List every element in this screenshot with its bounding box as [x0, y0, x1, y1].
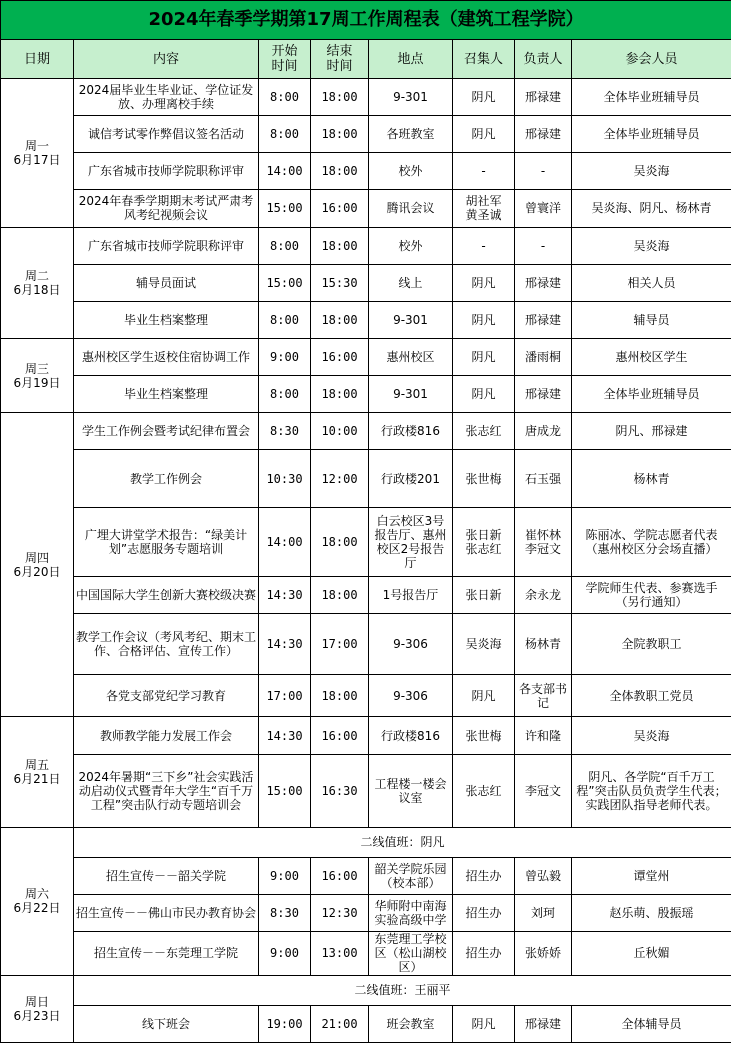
cell-convener: 张世梅 — [453, 717, 515, 754]
cell-attendees: 赵乐萌、殷振瑶 — [572, 895, 731, 932]
cell-attendees: 全院教职工 — [572, 614, 731, 675]
cell-attendees: 吴炎海 — [572, 227, 731, 264]
cell-convener: - — [453, 153, 515, 190]
cell-attendees: 阴凡、邢禄建 — [572, 413, 731, 450]
cell-content: 2024年暑期“三下乡”社会实践活动启动仪式暨青年大学生“百千万工程”突击队行动专题培训会 — [74, 754, 259, 827]
cell-leader: - — [515, 153, 572, 190]
header-content: 内容 — [74, 40, 259, 79]
cell-convener: 招生办 — [453, 895, 515, 932]
cell-place: 校外 — [369, 153, 453, 190]
cell-end-time: 12:00 — [311, 450, 369, 507]
cell-end-time: 18:00 — [311, 116, 369, 153]
table-row — [1, 754, 731, 827]
duty-row — [1, 975, 731, 1005]
cell-place: 白云校区3号报告厅、惠州校区2号报告厅 — [369, 507, 453, 576]
cell-leader: 邢禄建 — [515, 79, 572, 116]
cell-attendees: 全体辅导员 — [572, 1005, 731, 1042]
day-cell: 周四 6月20日 — [1, 413, 74, 717]
cell-convener: 张日新 — [453, 576, 515, 613]
cell-content: 教学工作会议（考风考纪、期末工作、合格评估、宣传工作） — [74, 614, 259, 675]
cell-end-time: 16:30 — [311, 754, 369, 827]
header-row — [1, 40, 731, 79]
cell-end-time: 18:00 — [311, 79, 369, 116]
cell-start-time: 14:00 — [259, 153, 311, 190]
table-row — [1, 895, 731, 932]
cell-leader: 邢禄建 — [515, 1005, 572, 1042]
cell-content: 广东省城市技师学院职称评审 — [74, 227, 259, 264]
cell-place: 行政楼816 — [369, 413, 453, 450]
table-row — [1, 153, 731, 190]
cell-place: 韶关学院乐园（校本部） — [369, 858, 453, 895]
header-convener: 召集人 — [453, 40, 515, 79]
cell-leader: 邢禄建 — [515, 116, 572, 153]
table-row — [1, 675, 731, 717]
cell-start-time: 14:30 — [259, 576, 311, 613]
cell-content: 学生工作例会暨考试纪律布置会 — [74, 413, 259, 450]
cell-leader: 张娇娇 — [515, 932, 572, 975]
cell-leader: 杨林青 — [515, 614, 572, 675]
cell-leader: 邢禄建 — [515, 301, 572, 338]
cell-content: 毕业生档案整理 — [74, 301, 259, 338]
cell-convener: 阴凡 — [453, 338, 515, 375]
cell-leader: 李冠文 — [515, 754, 572, 827]
cell-convener: 阴凡 — [453, 301, 515, 338]
cell-place: 惠州校区 — [369, 338, 453, 375]
cell-convener: 张日新 张志红 — [453, 507, 515, 576]
cell-content: 招生宣传－－佛山市民办教育协会 — [74, 895, 259, 932]
cell-place: 行政楼816 — [369, 717, 453, 754]
cell-content: 线下班会 — [74, 1005, 259, 1042]
cell-convener: 阴凡 — [453, 79, 515, 116]
cell-convener: 张世梅 — [453, 450, 515, 507]
cell-leader: 曾寰洋 — [515, 190, 572, 227]
cell-convener: 招生办 — [453, 858, 515, 895]
cell-place: 9-301 — [369, 376, 453, 413]
cell-start-time: 8:00 — [259, 376, 311, 413]
day-cell: 周五 6月21日 — [1, 717, 74, 827]
cell-start-time: 9:00 — [259, 858, 311, 895]
day-cell: 周三 6月19日 — [1, 338, 74, 412]
cell-attendees: 全体毕业班辅导员 — [572, 376, 731, 413]
table-row — [1, 190, 731, 227]
cell-attendees: 吴炎海、阴凡、杨林青 — [572, 190, 731, 227]
table-row — [1, 576, 731, 613]
cell-leader: - — [515, 227, 572, 264]
day-cell: 周六 6月22日 — [1, 827, 74, 975]
table-row — [1, 338, 731, 375]
schedule-body — [1, 79, 731, 1043]
cell-leader: 唐成龙 — [515, 413, 572, 450]
cell-convener: 招生办 — [453, 932, 515, 975]
cell-content: 诚信考试零作弊倡议签名活动 — [74, 116, 259, 153]
cell-content: 毕业生档案整理 — [74, 376, 259, 413]
cell-end-time: 18:00 — [311, 301, 369, 338]
cell-end-time: 21:00 — [311, 1005, 369, 1042]
cell-place: 校外 — [369, 227, 453, 264]
cell-convener: - — [453, 227, 515, 264]
table-row — [1, 376, 731, 413]
cell-start-time: 8:00 — [259, 301, 311, 338]
cell-content: 辅导员面试 — [74, 264, 259, 301]
cell-attendees: 阴凡、各学院“百千万工程”突击队员负责学生代表；实践团队指导老师代表。 — [572, 754, 731, 827]
cell-convener: 阴凡 — [453, 264, 515, 301]
cell-content: 教学工作例会 — [74, 450, 259, 507]
day-cell: 周二 6月18日 — [1, 227, 74, 338]
table-row — [1, 1005, 731, 1042]
cell-content: 2024届毕业生毕业证、学位证发放、办理离校手续 — [74, 79, 259, 116]
cell-place: 各班教室 — [369, 116, 453, 153]
cell-start-time: 8:00 — [259, 79, 311, 116]
table-row — [1, 507, 731, 576]
cell-end-time: 18:00 — [311, 153, 369, 190]
cell-end-time: 10:00 — [311, 413, 369, 450]
header-leader: 负责人 — [515, 40, 572, 79]
header-end-time: 结束 时间 — [311, 40, 369, 79]
cell-leader: 曾弘毅 — [515, 858, 572, 895]
cell-leader: 邢禄建 — [515, 264, 572, 301]
cell-end-time: 18:00 — [311, 675, 369, 717]
cell-attendees: 学院师生代表、参赛选手（另行通知） — [572, 576, 731, 613]
cell-place: 线上 — [369, 264, 453, 301]
cell-start-time: 10:30 — [259, 450, 311, 507]
day-cell: 周日 6月23日 — [1, 975, 74, 1043]
cell-leader: 余永龙 — [515, 576, 572, 613]
cell-place: 9-301 — [369, 301, 453, 338]
cell-start-time: 15:00 — [259, 264, 311, 301]
cell-convener: 胡社军 黄圣诚 — [453, 190, 515, 227]
cell-convener: 阴凡 — [453, 376, 515, 413]
duty-note: 二线值班：阴凡 — [74, 827, 731, 857]
cell-end-time: 18:00 — [311, 576, 369, 613]
table-row — [1, 717, 731, 754]
cell-attendees: 惠州校区学生 — [572, 338, 731, 375]
cell-start-time: 8:00 — [259, 227, 311, 264]
cell-end-time: 18:00 — [311, 507, 369, 576]
cell-place: 华师附中南海实验高级中学 — [369, 895, 453, 932]
cell-attendees: 丘秋媚 — [572, 932, 731, 975]
cell-start-time: 14:30 — [259, 614, 311, 675]
table-row — [1, 264, 731, 301]
cell-leader: 崔怀林 李冠文 — [515, 507, 572, 576]
cell-convener: 阴凡 — [453, 675, 515, 717]
header-place: 地点 — [369, 40, 453, 79]
cell-start-time: 9:00 — [259, 932, 311, 975]
cell-place: 1号报告厅 — [369, 576, 453, 613]
cell-place: 东莞理工学校区（松山湖校区） — [369, 932, 453, 975]
cell-leader: 邢禄建 — [515, 376, 572, 413]
cell-end-time: 17:00 — [311, 614, 369, 675]
cell-place: 工程楼一楼会议室 — [369, 754, 453, 827]
page-title: 2024年春季学期第17周工作周程表（建筑工程学院） — [1, 1, 731, 40]
cell-start-time: 15:00 — [259, 754, 311, 827]
cell-convener: 阴凡 — [453, 1005, 515, 1042]
cell-end-time: 18:00 — [311, 227, 369, 264]
table-row — [1, 116, 731, 153]
table-row — [1, 227, 731, 264]
cell-attendees: 谭堂州 — [572, 858, 731, 895]
cell-place: 腾讯会议 — [369, 190, 453, 227]
cell-end-time: 15:30 — [311, 264, 369, 301]
cell-end-time: 16:00 — [311, 190, 369, 227]
cell-start-time: 9:00 — [259, 338, 311, 375]
cell-end-time: 16:00 — [311, 717, 369, 754]
table-row — [1, 301, 731, 338]
cell-content: 惠州校区学生返校住宿协调工作 — [74, 338, 259, 375]
cell-convener: 张志红 — [453, 754, 515, 827]
cell-start-time: 19:00 — [259, 1005, 311, 1042]
cell-start-time: 8:30 — [259, 895, 311, 932]
cell-convener: 吴炎海 — [453, 614, 515, 675]
cell-start-time: 15:00 — [259, 190, 311, 227]
cell-convener: 阴凡 — [453, 116, 515, 153]
cell-content: 招生宣传－－韶关学院 — [74, 858, 259, 895]
table-row — [1, 932, 731, 975]
cell-content: 广东省城市技师学院职称评审 — [74, 153, 259, 190]
cell-leader: 许和隆 — [515, 717, 572, 754]
table-row — [1, 614, 731, 675]
duty-row — [1, 827, 731, 857]
cell-end-time: 16:00 — [311, 338, 369, 375]
table-row — [1, 413, 731, 450]
cell-attendees: 相关人员 — [572, 264, 731, 301]
cell-attendees: 辅导员 — [572, 301, 731, 338]
cell-attendees: 陈丽冰、学院志愿者代表（惠州校区分会场直播） — [572, 507, 731, 576]
cell-content: 教师教学能力发展工作会 — [74, 717, 259, 754]
cell-end-time: 16:00 — [311, 858, 369, 895]
cell-place: 9-306 — [369, 614, 453, 675]
cell-place: 行政楼201 — [369, 450, 453, 507]
table-row — [1, 450, 731, 507]
cell-end-time: 13:00 — [311, 932, 369, 975]
table-row — [1, 79, 731, 116]
cell-content: 各党支部党纪学习教育 — [74, 675, 259, 717]
cell-content: 广埋大讲堂学术报告：“绿美计划”志愿服务专题培训 — [74, 507, 259, 576]
cell-place: 9-301 — [369, 79, 453, 116]
cell-start-time: 17:00 — [259, 675, 311, 717]
cell-leader: 潘雨桐 — [515, 338, 572, 375]
cell-content: 招生宣传－－东莞理工学院 — [74, 932, 259, 975]
cell-start-time: 14:00 — [259, 507, 311, 576]
cell-content: 2024年春季学期期末考试严肃考风考纪视频会议 — [74, 190, 259, 227]
cell-end-time: 18:00 — [311, 376, 369, 413]
cell-attendees: 全体毕业班辅导员 — [572, 79, 731, 116]
cell-attendees: 吴炎海 — [572, 717, 731, 754]
cell-leader: 石玉强 — [515, 450, 572, 507]
cell-start-time: 8:00 — [259, 116, 311, 153]
cell-attendees: 全体毕业班辅导员 — [572, 116, 731, 153]
cell-place: 9-306 — [369, 675, 453, 717]
day-cell: 周一 6月17日 — [1, 79, 74, 228]
duty-note: 二线值班：王丽平 — [74, 975, 731, 1005]
header-day: 日期 — [1, 40, 74, 79]
cell-place: 班会教室 — [369, 1005, 453, 1042]
cell-leader: 刘珂 — [515, 895, 572, 932]
cell-end-time: 12:30 — [311, 895, 369, 932]
header-start-time: 开始 时间 — [259, 40, 311, 79]
header-attendees: 参会人员 — [572, 40, 731, 79]
table-row — [1, 858, 731, 895]
cell-convener: 张志红 — [453, 413, 515, 450]
cell-leader: 各支部书记 — [515, 675, 572, 717]
cell-start-time: 14:30 — [259, 717, 311, 754]
cell-attendees: 吴炎海 — [572, 153, 731, 190]
cell-content: 中国国际大学生创新大赛校级决赛 — [74, 576, 259, 613]
cell-attendees: 杨林青 — [572, 450, 731, 507]
cell-attendees: 全体教职工党员 — [572, 675, 731, 717]
cell-start-time: 8:30 — [259, 413, 311, 450]
